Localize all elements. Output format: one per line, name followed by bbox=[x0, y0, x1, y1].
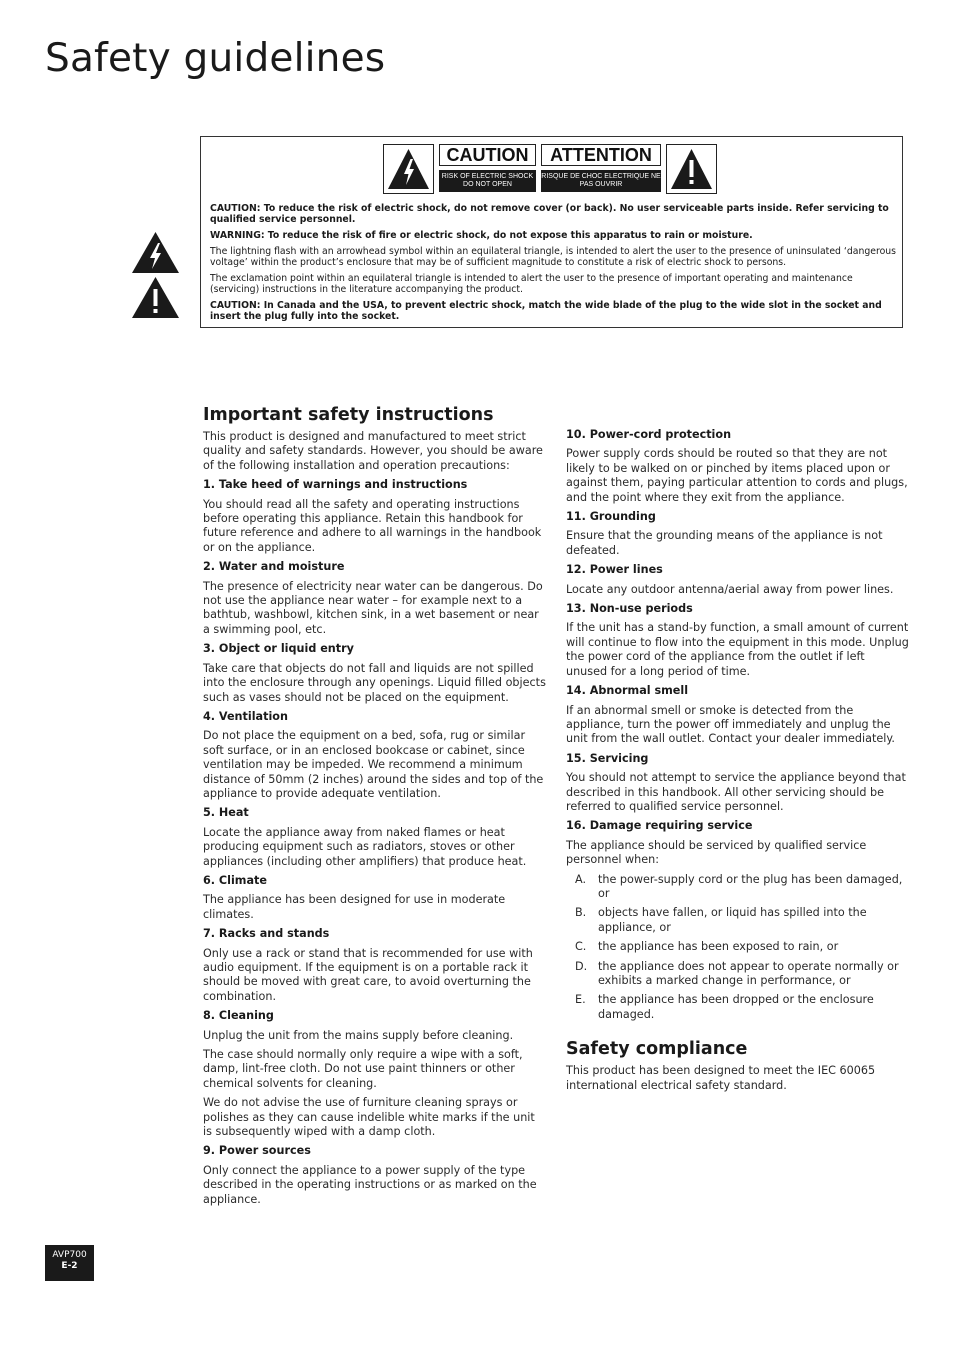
exclamation-triangle-icon bbox=[666, 144, 717, 194]
section-text: Unplug the unit from the mains supply before cleaning. bbox=[203, 1028, 514, 1042]
warning-paragraph: WARNING: To reduce the risk of fire or electric shock, do not expose this apparatus to rain or moisture. bbox=[210, 230, 753, 241]
section-title: 13. Non-use periods bbox=[566, 602, 693, 616]
section-text: Ensure that the grounding means of the appliance is not defeated. bbox=[566, 529, 883, 557]
section-title: 4. Ventilation bbox=[203, 709, 288, 723]
list-text: the power-supply cord or the plug has been damaged, or bbox=[598, 872, 903, 900]
section-text: We do not advise the use of furniture cleaning sprays or polishes as they can cause indelible white marks if the unit is subsequently wiped with a damp cloth. bbox=[203, 1096, 535, 1139]
page-title: Safety guidelines bbox=[45, 36, 386, 81]
section-title: 5. Heat bbox=[203, 806, 249, 820]
list-text: the appliance has been exposed to rain, or bbox=[598, 940, 839, 954]
model-number: AVP700 bbox=[52, 1250, 87, 1260]
exclamation-warning-icon bbox=[131, 276, 180, 319]
section-text: Take care that objects do not fall and liquids are not spilled into the enclosure through any openings. Liquid filled objects such as vases should not be placed on the equipment. bbox=[203, 661, 546, 704]
section-text: You should not attempt to service the appliance beyond that described in this handbook. All other servicing should be referred to qualified service personnel. bbox=[566, 771, 906, 813]
lightning-explanation: The lightning flash with an arrowhead symbol within an equilateral triangle, is intended to alert the user to the presence of uninsulated ‘dangerous voltage’ within the product’s enclosure that may be of sufficient magnitude to constitute a risk of electric shock to persons. bbox=[210, 246, 897, 268]
caution-text bbox=[210, 203, 900, 327]
section-text: You should read all the safety and operating instructions before operating this appliance. Retain this handbook for future reference and adhere to all warnings in the handbook or on the appliance. bbox=[203, 497, 542, 554]
section-text: The appliance has been designed for use in moderate climates. bbox=[203, 893, 506, 921]
instructions-left-column bbox=[203, 404, 546, 1212]
section-text: The appliance should be serviced by qualified service personnel when: bbox=[566, 838, 867, 867]
section-text: Locate any outdoor antenna/aerial away from power lines. bbox=[566, 582, 894, 596]
list-item bbox=[566, 993, 909, 1022]
attention-label-text: ATTENTION bbox=[541, 144, 661, 166]
list-item bbox=[566, 906, 909, 935]
instructions-right-column bbox=[566, 428, 909, 1098]
section-title: 2. Water and moisture bbox=[203, 560, 345, 574]
section-text: Only use a rack or stand that is recommended for use with audio equipment. If the equipment is on a portable rack it should be moved with great care, to avoid overturning the combination. bbox=[203, 946, 533, 1003]
attention-label bbox=[541, 144, 661, 194]
section-title: 6. Climate bbox=[203, 873, 267, 887]
section-text: If the unit has a stand-by function, a small amount of current will continue to flow into the equipment in this mode. Unplug the power cord of the appliance from the outlet if left unused for a long period of time. bbox=[566, 621, 909, 678]
list-letter: E. bbox=[575, 993, 586, 1007]
caution-sub-text: RISK OF ELECTRIC SHOCK DO NOT OPEN bbox=[439, 170, 536, 192]
page-badge bbox=[45, 1245, 94, 1281]
caution-label bbox=[439, 144, 536, 194]
exclamation-explanation: The exclamation point within an equilateral triangle is intended to alert the user to the presence of important operating and maintenance (servicing) instructions in the literature accompanying the product. bbox=[210, 273, 853, 295]
damage-conditions-list bbox=[566, 873, 909, 1023]
lightning-triangle-icon bbox=[383, 144, 434, 194]
page-number: E-2 bbox=[61, 1261, 78, 1271]
section-title: 10. Power-cord protection bbox=[566, 428, 732, 441]
section-text: Only connect the appliance to a power supply of the type described in the operating instructions or as marked on the appliance. bbox=[203, 1163, 537, 1206]
section-text: Power supply cords should be routed so that they are not likely to be walked on or pinched by items placed upon or against them, paying particular attention to cords and plugs, and the point where they exit from the appliance. bbox=[566, 447, 908, 504]
section-text: Do not place the equipment on a bed, sofa, rug or similar soft surface, or in an enclosed bookcase or cabinet, since ventilation may be impeded. We recommend a minimum distance of 50mm (2 inches) around the sides and top of the appliance to provide adequate ventilation. bbox=[203, 729, 544, 800]
list-letter: A. bbox=[575, 872, 587, 886]
list-letter: D. bbox=[575, 959, 588, 973]
compliance-heading: Safety compliance bbox=[566, 1039, 748, 1060]
list-item bbox=[566, 873, 909, 902]
section-title: 8. Cleaning bbox=[203, 1009, 274, 1023]
compliance-text: This product has been designed to meet the IEC 60065 international electrical safety standard. bbox=[566, 1064, 876, 1092]
list-text: the appliance does not appear to operate normally or exhibits a marked change in performance, or bbox=[598, 959, 899, 987]
plug-caution-paragraph: CAUTION: In Canada and the USA, to prevent electric shock, match the wide blade of the plug to the wide slot in the socket and insert the plug fully into the socket. bbox=[210, 300, 882, 322]
list-text: the appliance has been dropped or the enclosure damaged. bbox=[598, 993, 874, 1021]
caution-panel bbox=[200, 136, 903, 328]
lightning-warning-icon bbox=[131, 231, 180, 274]
caution-label-text: CAUTION bbox=[439, 144, 536, 166]
section-title: 7. Racks and stands bbox=[203, 927, 330, 941]
caution-paragraph: CAUTION: To reduce the risk of electric shock, do not remove cover (or back). No user serviceable parts inside. Refer servicing to qualified service personnel. bbox=[210, 203, 889, 225]
list-item bbox=[566, 960, 909, 989]
section-text: Locate the appliance away from naked flames or heat producing equipment such as radiators, stoves or other appliances (including other amplifiers) that produce heat. bbox=[203, 825, 527, 868]
section-title: 3. Object or liquid entry bbox=[203, 642, 354, 656]
list-item bbox=[566, 940, 909, 954]
caution-label-strip bbox=[383, 144, 717, 196]
section-title: 12. Power lines bbox=[566, 563, 663, 577]
section-text: If an abnormal smell or smoke is detected from the appliance, turn the power off immediately and unplug the unit from the wall outlet. Contact your dealer immediately. bbox=[566, 703, 895, 746]
section-title: 11. Grounding bbox=[566, 510, 656, 524]
list-letter: B. bbox=[575, 906, 587, 920]
section-title: 1. Take heed of warnings and instructions bbox=[203, 478, 468, 492]
section-title: 16. Damage requiring service bbox=[566, 819, 753, 833]
section-text: The presence of electricity near water can be dangerous. Do not use the appliance near water – for example next to a bathtub, washbowl, kitchen sink, in a wet basement or near a swimming pool, etc. bbox=[203, 579, 543, 636]
instructions-intro: This product is designed and manufactured to meet strict quality and safety standards. However, you should be aware of the following installation and operation precautions: bbox=[203, 430, 543, 472]
attention-sub-text: RISQUE DE CHOC ELECTRIQUE NE PAS OUVRIR bbox=[541, 170, 661, 192]
section-title: 15. Servicing bbox=[566, 751, 649, 765]
section-title: 9. Power sources bbox=[203, 1144, 311, 1158]
section-text: The case should normally only require a wipe with a soft, damp, lint-free cloth. Do not use paint thinners or other chemical solvents for cleaning. bbox=[203, 1048, 523, 1090]
list-text: objects have fallen, or liquid has spilled into the appliance, or bbox=[598, 906, 867, 934]
instructions-heading: Important safety instructions bbox=[203, 405, 494, 425]
section-title: 14. Abnormal smell bbox=[566, 684, 689, 698]
list-letter: C. bbox=[575, 940, 587, 954]
